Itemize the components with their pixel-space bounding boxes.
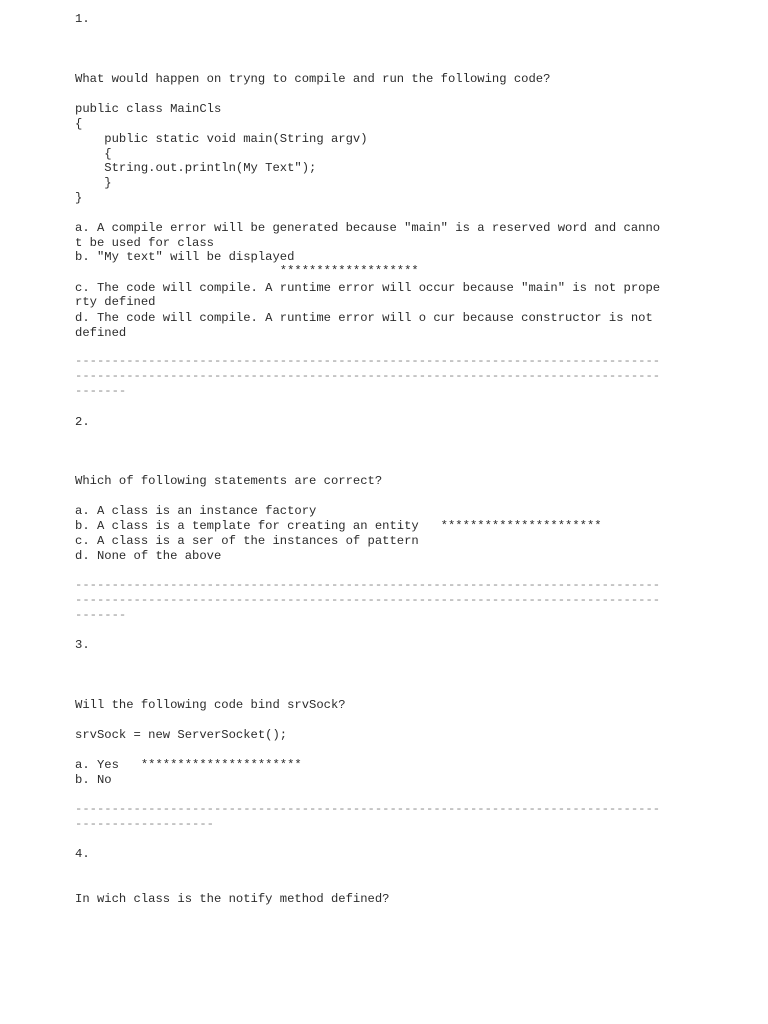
separator-line: -------: [75, 384, 127, 398]
question-3-option-b: b. No: [75, 773, 112, 787]
question-1-prompt: What would happen on tryng to compile and run the following code?: [75, 72, 551, 86]
question-1-option-b: b. "My text" will be displayed: [75, 250, 295, 264]
question-1-code-line: {: [75, 117, 83, 131]
question-1-option-a-wrap: t be used for class: [75, 236, 214, 250]
separator-line: --------------------------------------------------------------------------------: [75, 578, 661, 592]
question-1-option-d-wrap: defined: [75, 326, 127, 340]
question-4-prompt: In wich class is the notify method defined?: [75, 892, 390, 906]
question-1-code-line: public static void main(String argv): [75, 132, 368, 146]
separator-line: -------: [75, 608, 127, 622]
question-1-code-line: }: [75, 191, 83, 205]
question-1-answer-marker: *******************: [75, 264, 419, 278]
question-2-prompt: Which of following statements are correct?: [75, 474, 383, 488]
question-1-code-line: }: [75, 176, 112, 190]
question-1-code-line: String.out.println(My Text");: [75, 161, 317, 175]
question-4-number: 4.: [75, 847, 90, 861]
question-1-option-c-wrap: rty defined: [75, 295, 156, 309]
question-2-option-c: c. A class is a ser of the instances of pattern: [75, 534, 419, 548]
question-2-option-a: a. A class is an instance factory: [75, 504, 317, 518]
question-1-code-line: {: [75, 147, 112, 161]
separator-line: -------------------: [75, 817, 214, 831]
question-3-code-line: srvSock = new ServerSocket();: [75, 728, 288, 742]
question-1-code-line: public class MainCls: [75, 102, 222, 116]
question-2-option-d: d. None of the above: [75, 549, 222, 563]
separator-line: --------------------------------------------------------------------------------: [75, 802, 661, 816]
question-1-option-a: a. A compile error will be generated because "main" is a reserved word and canno: [75, 221, 661, 235]
question-1-option-d: d. The code will compile. A runtime error will o cur because constructor is not: [75, 311, 653, 325]
question-1-number: 1.: [75, 12, 90, 26]
question-3-option-a: a. Yes **********************: [75, 758, 302, 772]
question-3-prompt: Will the following code bind srvSock?: [75, 698, 346, 712]
question-2-option-b: b. A class is a template for creating an entity **********************: [75, 519, 602, 533]
separator-line: --------------------------------------------------------------------------------: [75, 369, 661, 383]
separator-line: --------------------------------------------------------------------------------: [75, 354, 661, 368]
question-1-option-c: c. The code will compile. A runtime error will occur because "main" is not prope: [75, 281, 661, 295]
question-2-number: 2.: [75, 415, 90, 429]
question-3-number: 3.: [75, 638, 90, 652]
separator-line: --------------------------------------------------------------------------------: [75, 593, 661, 607]
